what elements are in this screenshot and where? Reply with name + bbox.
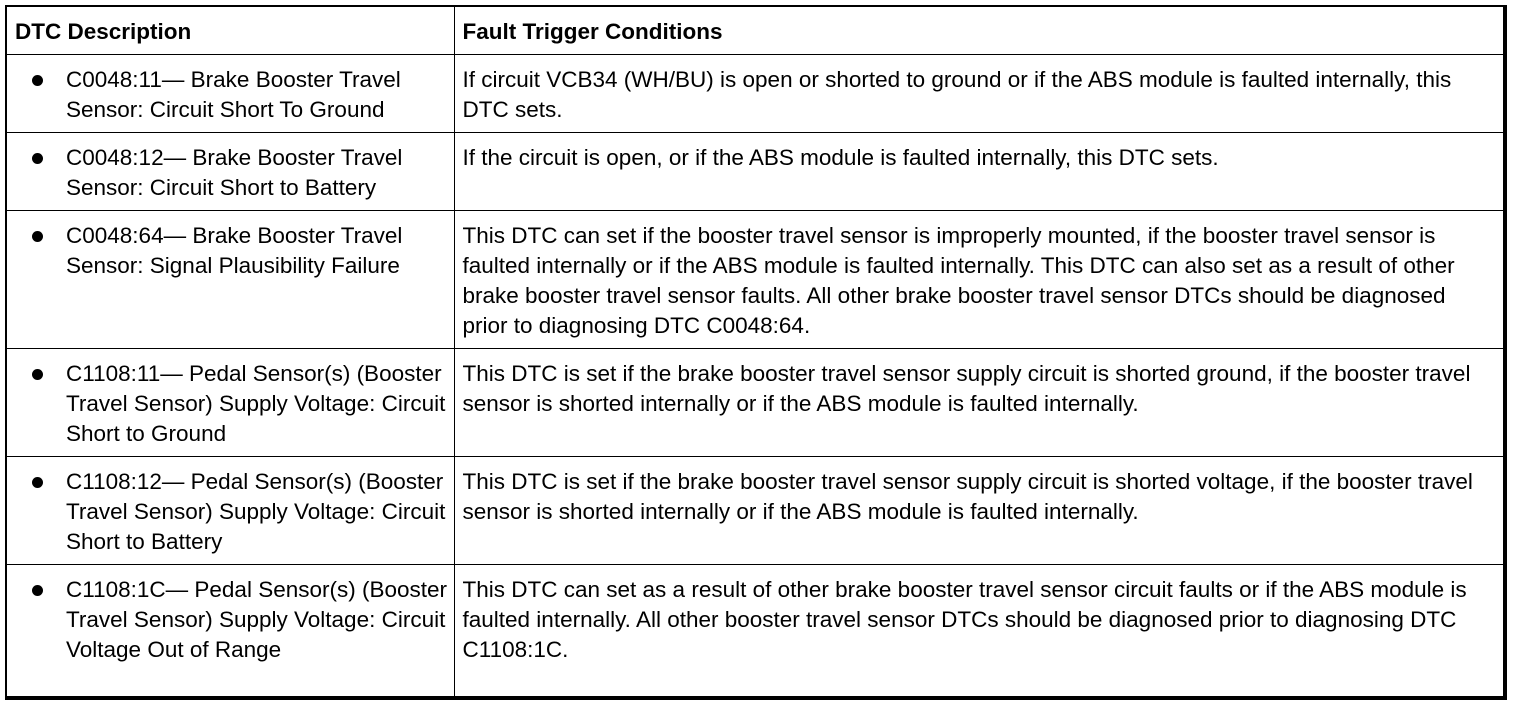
header-dtc-description: DTC Description xyxy=(7,7,454,55)
fault-condition-cell: This DTC can set as a result of other brake booster travel sensor circuit faults or if the ABS module is faulted internally. All other booster travel sensor DTCs should be diagnosed prior to diagnosing DTC C1108:1C. xyxy=(454,565,1503,697)
table-row xyxy=(7,55,1503,133)
fault-condition-cell: This DTC is set if the brake booster travel sensor supply circuit is shorted voltage, if the booster travel sensor is shorted internally or if the ABS module is faulted internally. xyxy=(454,457,1503,565)
dtc-description-cell xyxy=(7,133,454,211)
dtc-description-text: C0048:12— Brake Booster Travel Sensor: Circuit Short to Battery xyxy=(66,145,403,200)
dtc-description-cell xyxy=(7,55,454,133)
dtc-table-frame xyxy=(5,5,1507,700)
table-row xyxy=(7,349,1503,457)
fault-condition-cell: This DTC can set if the booster travel sensor is improperly mounted, if the booster travel sensor is faulted internally or if the ABS module is faulted internally. This DTC can also set as a result of other brake booster travel sensor faults. All other brake booster travel sensor DTCs should be diagnosed prior to diagnosing DTC C0048:64. xyxy=(454,211,1503,349)
bullet-icon xyxy=(32,477,43,488)
fault-condition-cell: If the circuit is open, or if the ABS module is faulted internally, this DTC sets. xyxy=(454,133,1503,211)
header-fault-trigger-conditions: Fault Trigger Conditions xyxy=(454,7,1503,55)
dtc-description-text: C1108:1C— Pedal Sensor(s) (Booster Travel Sensor) Supply Voltage: Circuit Voltage Out of Range xyxy=(66,577,448,662)
dtc-description-text: C1108:11— Pedal Sensor(s) (Booster Travel Sensor) Supply Voltage: Circuit Short to Ground xyxy=(66,361,446,446)
dtc-description-text: C0048:11— Brake Booster Travel Sensor: Circuit Short To Ground xyxy=(66,67,401,122)
bullet-icon xyxy=(32,585,43,596)
table-row xyxy=(7,211,1503,349)
table-row xyxy=(7,457,1503,565)
dtc-description-cell xyxy=(7,565,454,697)
table-header-row xyxy=(7,7,1503,55)
dtc-description-cell xyxy=(7,457,454,565)
dtc-description-cell xyxy=(7,211,454,349)
bullet-icon xyxy=(32,75,43,86)
table-row xyxy=(7,565,1503,697)
bullet-icon xyxy=(32,153,43,164)
bullet-icon xyxy=(32,231,43,242)
table-row xyxy=(7,133,1503,211)
dtc-description-text: C0048:64— Brake Booster Travel Sensor: Signal Plausibility Failure xyxy=(66,223,403,278)
dtc-description-text: C1108:12— Pedal Sensor(s) (Booster Travel Sensor) Supply Voltage: Circuit Short to Battery xyxy=(66,469,446,554)
fault-condition-cell: This DTC is set if the brake booster travel sensor supply circuit is shorted ground, if the booster travel sensor is shorted internally or if the ABS module is faulted internally. xyxy=(454,349,1503,457)
dtc-description-cell xyxy=(7,349,454,457)
dtc-table xyxy=(7,7,1503,696)
bullet-icon xyxy=(32,369,43,380)
fault-condition-cell: If circuit VCB34 (WH/BU) is open or shorted to ground or if the ABS module is faulted internally, this DTC sets. xyxy=(454,55,1503,133)
